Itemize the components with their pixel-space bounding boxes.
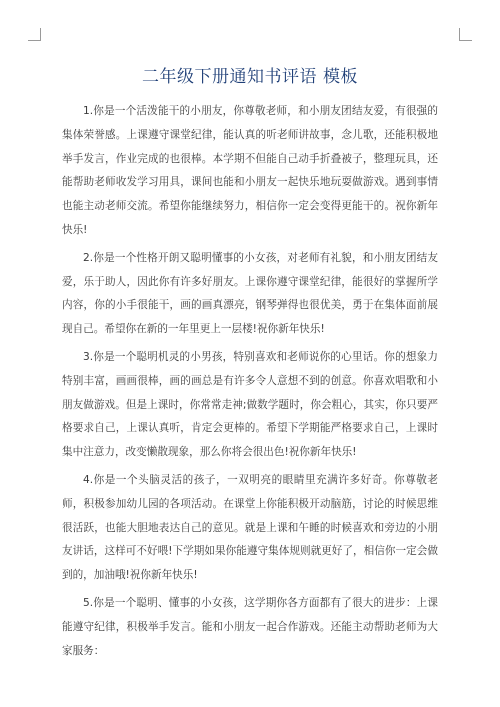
crop-mark-top-right	[459, 28, 472, 41]
comment-paragraph-3: 3.你是一个聪明机灵的小男孩，特别喜欢和老师说你的心里话。你的想象力特别丰富，画画很棒，画的画总是有许多令人意想不到的创意。你喜欢唱歌和小朋友做游戏。但是上课时，你常常走神;做数学题时，你会粗心，其实，你只要严格要求自己，上课认真听，肯定会更棒的。希望下学期能严格要求自己，上课时集中注意力，改变懒散现象，那么你将会很出色!祝你新年快乐!	[62, 350, 438, 459]
comment-paragraph-1: 1.你是一个活泼能干的小朋友，你尊敬老师，和小朋友团结友爱，有很强的集体荣誉感。上课遵守课堂纪律，能认真的听老师讲故事，念儿歌，还能积极地举手发言，作业完成的也很棒。本学期不但能自己动手折叠被子，整理玩具，还能帮助老师收发学习用具，课间也能和小朋友一起快乐地玩耍做游戏。遇到事情也能主动老师交流。希望你能继续努力，相信你一定会变得更能干的。祝你新年快乐!	[62, 105, 438, 236]
crop-mark-top-left	[28, 28, 41, 41]
document-body	[62, 100, 438, 667]
comment-paragraph-2: 2.你是一个性格开朗又聪明懂事的小女孩，对老师有礼貌，和小朋友团结友爱，乐于助人，因此你有许多好朋友。上课你遵守课堂纪律，能很好的掌握所学内容，你的小手很能干，画的画真漂亮，钢琴弹得也很优美，勇于在集体面前展现自己。希望你在新的一年里更上一层楼!祝你新年快乐!	[62, 251, 438, 336]
document-title: 二年级下册通知书评语 模板	[142, 67, 358, 87]
comment-paragraph-5: 5.你是一个聪明、懂事的小女孩，这学期你各方面都有了很大的进步：上课能遵守纪律，积极举手发言。能和小朋友一起合作游戏。还能主动帮助老师为大家服务：	[62, 596, 438, 657]
comment-paragraph-4: 4.你是一个头脑灵活的孩子，一双明亮的眼睛里充满许多好奇。你尊敬老师，积极参加幼儿园的各项活动。在课堂上你能积极开动脑筋，讨论的时候思维很活跃，也能大胆地表达自己的意见。就是上课和午睡的时候喜欢和旁边的小朋友讲话，这样可不好喂!下学期如果你能遵守集体规则就更好了，相信你一定会做到的，加油哦!祝你新年快乐!	[62, 473, 438, 582]
